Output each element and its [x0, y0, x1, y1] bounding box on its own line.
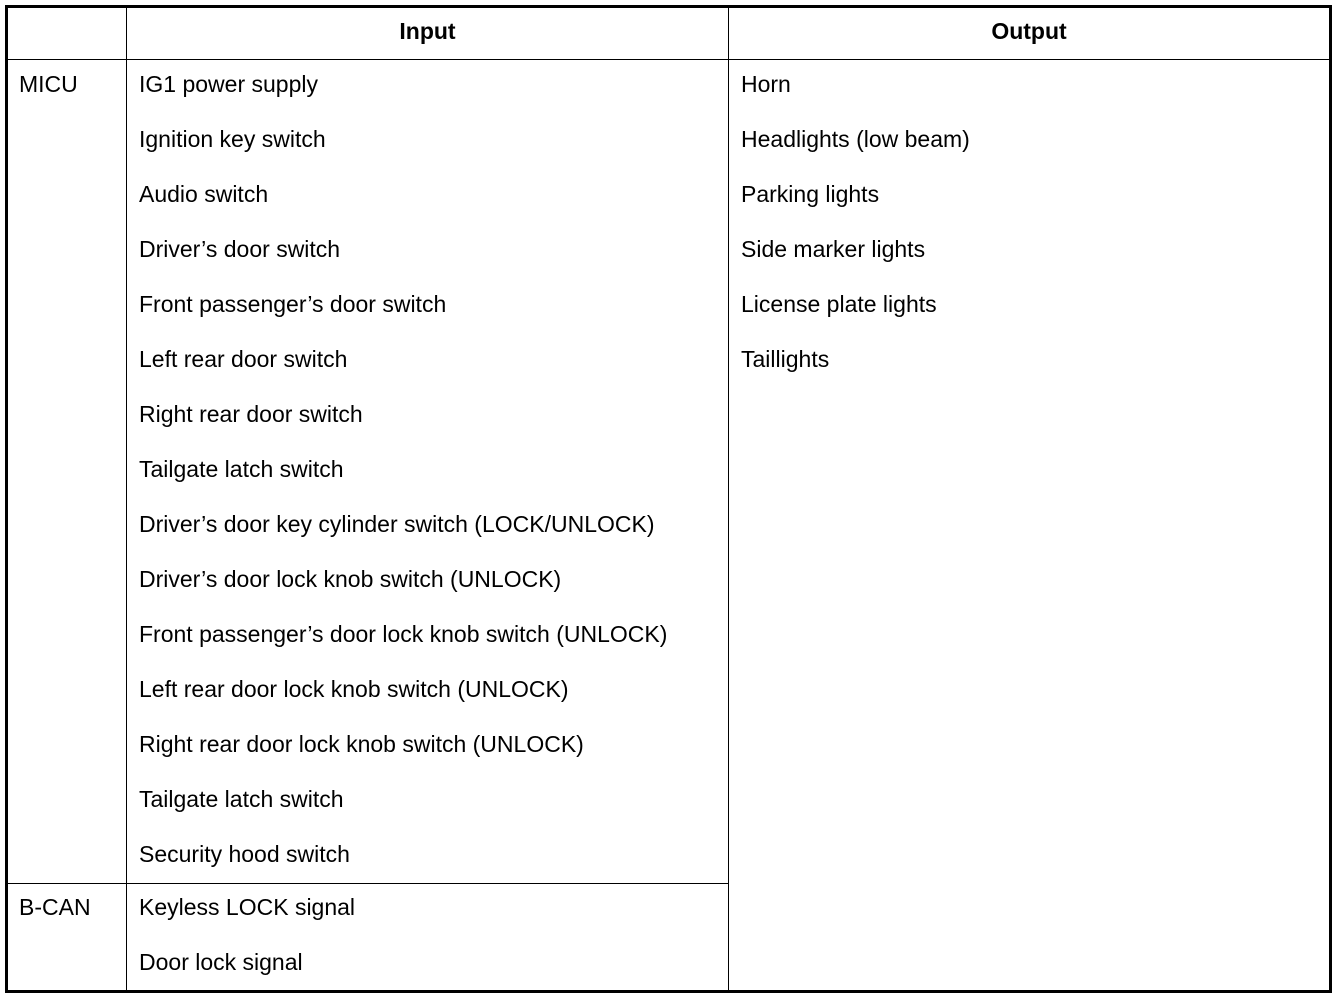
list-item: Parking lights	[741, 181, 880, 207]
column-divider-2	[728, 8, 729, 990]
list-item: Keyless LOCK signal	[139, 894, 356, 920]
list-item: Tailgate latch switch	[139, 786, 344, 812]
list-item: Horn	[741, 71, 791, 97]
list-item: Right rear door switch	[139, 401, 363, 427]
list-item: License plate lights	[741, 291, 937, 317]
list-item: Side marker lights	[741, 236, 926, 262]
output-column-header: Output	[991, 18, 1067, 44]
header-divider	[8, 59, 1329, 60]
list-item: Front passenger’s door switch	[139, 291, 447, 317]
list-item: Driver’s door lock knob switch (UNLOCK)	[139, 566, 562, 592]
input-column-header: Input	[399, 18, 456, 44]
list-item: Front passenger’s door lock knob switch (UNLOCK)	[139, 621, 668, 647]
group-label-micu: MICU	[19, 71, 78, 97]
list-item: Driver’s door switch	[139, 236, 341, 262]
b-can-input-list	[139, 892, 355, 1002]
list-item: Driver’s door key cylinder switch (LOCK/UNLOCK)	[139, 511, 655, 537]
list-item: Audio switch	[139, 181, 269, 207]
list-item: Right rear door lock knob switch (UNLOCK)	[139, 731, 584, 757]
list-item: Taillights	[741, 346, 830, 372]
list-item: Headlights (low beam)	[741, 126, 970, 152]
input-output-table	[5, 5, 1332, 993]
list-item: Ignition key switch	[139, 126, 326, 152]
list-item: Security hood switch	[139, 841, 350, 867]
group-label-b-can: B-CAN	[19, 894, 91, 920]
column-divider-1	[126, 8, 127, 990]
output-list	[741, 69, 970, 399]
list-item: Left rear door lock knob switch (UNLOCK)	[139, 676, 569, 702]
list-item: Door lock signal	[139, 949, 303, 975]
micu-input-list	[139, 69, 667, 894]
list-item: Left rear door switch	[139, 346, 348, 372]
list-item: Tailgate latch switch	[139, 456, 344, 482]
list-item: IG1 power supply	[139, 71, 318, 97]
